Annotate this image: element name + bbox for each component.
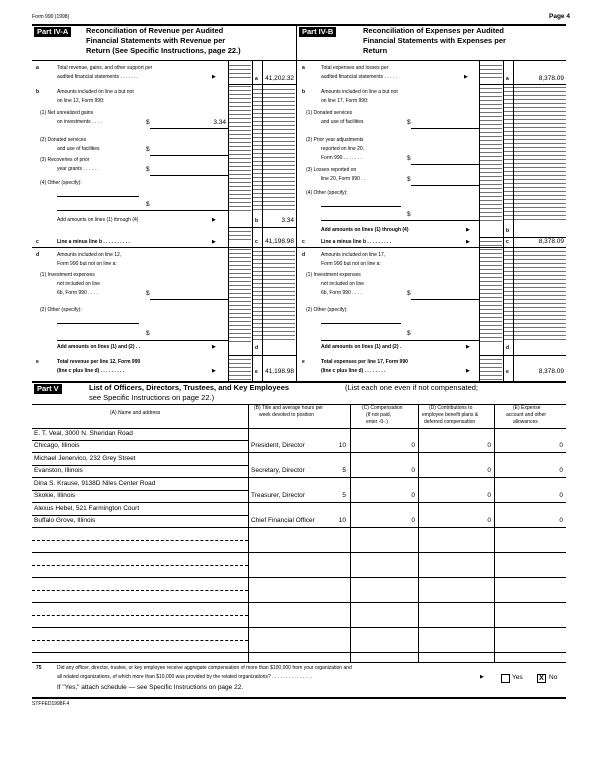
officer-city: Buffalo Grove, Illinois — [34, 517, 96, 524]
officer-expense: 0 — [559, 442, 563, 449]
officer-expense: 0 — [559, 517, 563, 524]
rule — [321, 206, 401, 207]
officer-compensation: 0 — [411, 442, 415, 449]
part4b-d1-text: 6b, Form 990 . . . . — [321, 290, 362, 296]
box-letter: c — [506, 239, 509, 245]
dollar-sign: $ — [146, 330, 150, 337]
arrow-icon: ▶ — [212, 344, 216, 350]
rule — [321, 340, 479, 341]
part4b-d-text: Form 990 but not on line a: — [321, 261, 381, 267]
rule — [228, 355, 296, 356]
hatch — [229, 248, 251, 342]
part4b-d-text: Amounts included on line 17, — [321, 252, 386, 258]
officer-hours: 5 — [342, 492, 346, 499]
part4a-a-text: Total revenue, gains, and other support per — [57, 65, 153, 71]
rule — [479, 355, 566, 356]
part5-title2: see Specific Instructions on page 22.) — [89, 393, 215, 402]
part4b-b1-text: and use of facilities — [321, 119, 364, 125]
part4b-title2: Financial Statements with Expenses per — [363, 36, 506, 45]
col-expense-header: account and other — [506, 412, 547, 418]
officer-hours: 5 — [342, 467, 346, 474]
col-expense-header: allowances — [513, 419, 538, 425]
line-letter: e — [36, 359, 39, 365]
line-letter: d — [36, 252, 40, 258]
table-row-rule — [32, 527, 566, 528]
q75-text: Did any officer, director, trustee, or key employee receive aggregate compensation of more than $100,000 from your organization and — [57, 665, 352, 671]
q75-yes-label: Yes — [512, 674, 523, 681]
rule — [228, 84, 296, 85]
officer-benefits: 0 — [487, 467, 491, 474]
part4a-e-text: (line c plus line d) . . . . . . . . . — [57, 368, 125, 374]
line-letter: a — [36, 65, 39, 71]
part4b-b-add: Add amounts on lines (1) through (4) — [321, 227, 409, 233]
rule — [296, 247, 566, 248]
arrow-icon: ▶ — [466, 368, 470, 374]
part4a-b1-label: (1) Net unrealized gains — [40, 110, 94, 116]
officer-city: Chicago, Illinois — [34, 442, 80, 449]
hatch — [229, 228, 251, 240]
rule — [321, 220, 479, 221]
part4a-label: Part IV-A — [34, 27, 71, 37]
part4b-a-text: audited financial statements . . . . . — [321, 74, 397, 80]
line-letter: d — [302, 252, 306, 258]
hatch — [253, 248, 295, 340]
officer-title: President, Director — [251, 442, 305, 449]
rule — [57, 210, 228, 211]
officer-name-address: E. T. Veal, 3000 N. Sheridan Road — [34, 430, 133, 437]
table-row-rule — [32, 615, 248, 616]
part4b-d-add: Add amounts on lines (1) and (2) . — [321, 344, 402, 350]
dollar-sign: $ — [146, 290, 150, 297]
box-letter: d — [255, 345, 259, 351]
part4a-d-text: Amounts included on line 12, — [57, 252, 122, 258]
q75-no-checkbox[interactable]: X — [537, 674, 546, 683]
part4b-b3-text: line 20, Form 990 . . — [321, 176, 366, 182]
footer-rule — [32, 697, 566, 699]
part4a-e-text: Total revenue per line 12, Form 990 — [57, 359, 141, 365]
rule — [57, 323, 139, 324]
table-row-rule — [32, 602, 566, 603]
table-row-rule — [32, 577, 566, 578]
col-benefits-header: deferred compensation — [424, 419, 476, 425]
part4b-b-text: Amounts included on line a but not — [321, 89, 398, 95]
table-col-line — [248, 404, 249, 662]
rule — [411, 299, 479, 300]
col-benefits-header: (D) Contributions to — [429, 405, 473, 411]
dollar-sign: $ — [407, 330, 411, 337]
part4a-b-text: Amounts included on line a but not — [57, 89, 134, 95]
arrow-icon: ▶ — [466, 239, 470, 245]
table-row-rule — [32, 502, 566, 503]
col-expense-header: (E) Expense — [513, 405, 541, 411]
hatch — [229, 62, 251, 78]
part4b-b1-label: (1) Donated services — [306, 110, 353, 116]
part4a-b2-text: and use of facilities — [57, 146, 100, 152]
part4a-title1: Reconciliation of Revenue per Audited — [86, 26, 224, 35]
part4b-d1-text: not included on line — [321, 281, 365, 287]
table-row-rule — [32, 627, 566, 628]
rule — [150, 299, 228, 300]
table-col-line — [350, 404, 351, 662]
hatch — [253, 86, 295, 210]
officer-city: Skokie, Illinois — [34, 492, 76, 499]
dollar-sign: $ — [146, 166, 150, 173]
arrow-icon: ▶ — [212, 74, 216, 80]
rule — [32, 440, 248, 441]
table-row-rule — [32, 652, 566, 653]
dollar-sign: $ — [407, 290, 411, 297]
hatch — [480, 86, 502, 221]
dollar-sign: $ — [146, 146, 150, 153]
arrow-icon: ▶ — [212, 368, 216, 374]
table-row-rule — [32, 477, 566, 478]
officer-title: Secretary, Director — [251, 467, 305, 474]
box-letter: b — [506, 228, 510, 234]
dollar-sign: $ — [407, 211, 411, 218]
part4b-d2-label: (2) Other (specify): — [306, 307, 348, 313]
rule — [150, 155, 228, 156]
box-letter: b — [255, 218, 259, 224]
part4b-b2-text: Form 990 . . . . . . . — [321, 155, 362, 161]
part4a-b3-text: year grants . . . . . . — [57, 166, 99, 172]
rule — [57, 196, 139, 197]
hatch — [229, 86, 251, 211]
col-name-header: (A) Name and address — [110, 410, 161, 416]
col-comp-header: (C) Compensation — [362, 405, 403, 411]
part4b-c-text: Line a minus line b . . . . . . . . . — [321, 239, 392, 245]
col-title-header: week devoted to position — [259, 412, 315, 418]
part4a-d-add: Add amounts on lines (1) and (2) . . — [57, 344, 141, 350]
part4a-b1-amount: 3.34 — [213, 119, 226, 126]
q75-instructions: If "Yes," attach schedule — see Specific Instructions on page 22. — [57, 684, 244, 691]
table-row-rule — [32, 552, 566, 553]
officer-expense: 0 — [559, 467, 563, 474]
part4a-title2: Financial Statements with Revenue per — [86, 36, 226, 45]
arrow-icon: ▶ — [464, 74, 468, 80]
footer-code: STFFED1998F.4 — [32, 701, 70, 707]
part4b-e-text: (line c plus line d) . . . . . . . . — [321, 368, 386, 374]
hatch — [480, 358, 502, 380]
table-col-line — [418, 404, 419, 662]
col-comp-header: enter -0-.) — [366, 419, 388, 425]
hatch — [504, 248, 566, 340]
officer-name-address: Alexus Hebel, 521 Farmington Court — [34, 505, 140, 512]
officer-title: Chief Financial Officer — [251, 517, 315, 524]
q75-no-label: No — [549, 674, 558, 681]
part5-title1: List of Officers, Directors, Trustees, and Key Employees — [89, 383, 290, 392]
rule — [32, 515, 248, 516]
dollar-sign: $ — [407, 176, 411, 183]
officer-expense: 0 — [559, 492, 563, 499]
part4a-a-amount: 41,202.32 — [265, 75, 294, 82]
part4a-d-text: Form 990 but not on line a: — [57, 261, 117, 267]
line-letter: c — [36, 239, 39, 245]
officer-benefits: 0 — [487, 442, 491, 449]
part5-title1b: (List each one even if not compensated; — [345, 383, 479, 392]
rule — [321, 323, 401, 324]
part4b-label: Part IV-B — [299, 27, 336, 37]
hatch — [229, 358, 251, 380]
officer-hours: 10 — [338, 442, 346, 449]
rule — [150, 175, 228, 176]
col-benefits-header: employee benefit plans & — [422, 412, 479, 418]
arrow-icon: ▶ — [466, 344, 470, 350]
part4a-c-text: Line a minus line b . . . . . . . . . . — [57, 239, 130, 245]
table-header-rule — [32, 428, 566, 429]
box-letter: c — [255, 239, 258, 245]
officer-benefits: 0 — [487, 492, 491, 499]
rule — [32, 490, 248, 491]
rule — [411, 164, 479, 165]
box-letter: d — [506, 345, 510, 351]
part4a-b-text: on line 12, Form 990: — [57, 98, 105, 104]
part4b-a-amount: 8,378.09 — [538, 75, 564, 82]
part4a-d1-label: (1) Investment expenses — [40, 272, 95, 278]
part4b-b4-label: (4) Other (specify): — [306, 190, 348, 196]
form-ref: Form 990 (1998) — [32, 14, 70, 20]
box-letter: a — [506, 76, 509, 82]
rule — [57, 340, 228, 341]
officer-title: Treasurer, Director — [251, 492, 305, 499]
col-title-header: (B) Title and average hours per — [254, 405, 323, 411]
q75-text: all related organizations, of which more than $10,000 was provided by the related organizations? . . . . . . . . . . . . . . . — [57, 674, 313, 680]
box-letter: e — [506, 369, 509, 375]
rule — [150, 128, 228, 129]
part4-center-divider — [296, 24, 297, 382]
rule — [32, 465, 248, 466]
hatch — [480, 62, 502, 78]
line-letter: a — [302, 65, 305, 71]
box-letter: a — [255, 76, 258, 82]
officer-name-address: Michael Jenervico, 232 Grey Street — [34, 455, 136, 462]
part4a-b4-label: (4) Other (specify): — [40, 180, 82, 186]
part4a-b-add: Add amounts on lines (1) through (4) — [57, 217, 139, 223]
officer-compensation: 0 — [411, 517, 415, 524]
part4b-b3-label: (3) Losses reported on — [306, 167, 357, 173]
table-row-rule — [32, 565, 248, 566]
rule — [228, 227, 296, 228]
part4a-d1-text: 6b, Form 990 . . . . — [57, 290, 98, 296]
table-row-rule — [32, 452, 566, 453]
part4b-b-text: on line 17, Form 990: — [321, 98, 369, 104]
part4b-a-text: Total expenses and losses per — [321, 65, 389, 71]
col-comp-header: (If not paid, — [366, 412, 392, 418]
page-number: Page 4 — [549, 13, 570, 20]
dollar-sign: $ — [407, 155, 411, 162]
arrow-icon: ▶ — [212, 217, 216, 223]
hatch — [504, 86, 566, 220]
hatch — [480, 240, 502, 246]
dollar-sign: $ — [146, 119, 150, 126]
officer-benefits: 0 — [487, 517, 491, 524]
dollar-sign: $ — [407, 119, 411, 126]
arrow-icon: ▶ — [466, 227, 470, 233]
part4a-d2-label: (2) Other (specify): — [40, 307, 82, 313]
officer-compensation: 0 — [411, 467, 415, 474]
part4b-b2-label: (2) Prior year adjustments — [306, 137, 364, 143]
line-letter: c — [302, 239, 305, 245]
table-row-rule — [32, 540, 248, 541]
officer-hours: 10 — [338, 517, 346, 524]
line-letter: b — [302, 89, 306, 95]
officer-compensation: 0 — [411, 492, 415, 499]
line-letter: b — [36, 89, 40, 95]
rule — [411, 185, 479, 186]
part4b-b2-text: reported on line 20, — [321, 146, 365, 152]
table-col-line — [494, 404, 495, 662]
table-row-rule — [32, 640, 248, 641]
rule — [411, 128, 479, 129]
box-letter: e — [255, 369, 258, 375]
officer-city: Evanston, Illinois — [34, 467, 83, 474]
part4b-title3: Return — [363, 46, 388, 55]
part4b-c-amount: 8,378.09 — [538, 238, 564, 245]
part5-label: Part V — [34, 384, 62, 394]
part4b-title1: Reconciliation of Expenses per Audited — [363, 26, 504, 35]
hatch — [480, 248, 502, 342]
part5-bottom-rule — [32, 662, 566, 663]
q75-number: 75 — [36, 665, 42, 671]
part4a-d1-text: not included on line — [57, 281, 101, 287]
arrow-icon: ▶ — [212, 239, 216, 245]
part4a-b2-label: (2) Donated services — [40, 137, 87, 143]
arrow-icon: ▶ — [480, 674, 484, 680]
rule — [32, 247, 296, 248]
part4a-title3: Return (See Specific Instructions, page 22.) — [86, 46, 241, 55]
rule — [479, 84, 566, 85]
line-letter: e — [302, 359, 305, 365]
part4-title-rule — [32, 60, 566, 61]
part4b-e-text: Total expenses per line 17, Form 990 — [321, 359, 408, 365]
part4b-d1-label: (1) Investment expenses — [306, 272, 361, 278]
officer-name-address: Dina S. Krause, 9138D Niles Center Road — [34, 480, 156, 487]
q75-yes-checkbox[interactable] — [501, 674, 510, 683]
dollar-sign: $ — [146, 201, 150, 208]
part4a-b3-label: (3) Recoveries of prior — [40, 157, 90, 163]
part4b-e-amount: 8,378.09 — [538, 368, 564, 375]
table-row-rule — [32, 590, 248, 591]
part4a-b-amount: 3.34 — [281, 217, 294, 224]
part4a-b1-text: on investments . . . . — [57, 119, 102, 125]
part4a-a-text: audited financial statements . . . . . . . — [57, 74, 139, 80]
part4a-c-amount: 41,198.98 — [265, 238, 294, 245]
part4a-e-amount: 41,198.98 — [265, 368, 294, 375]
